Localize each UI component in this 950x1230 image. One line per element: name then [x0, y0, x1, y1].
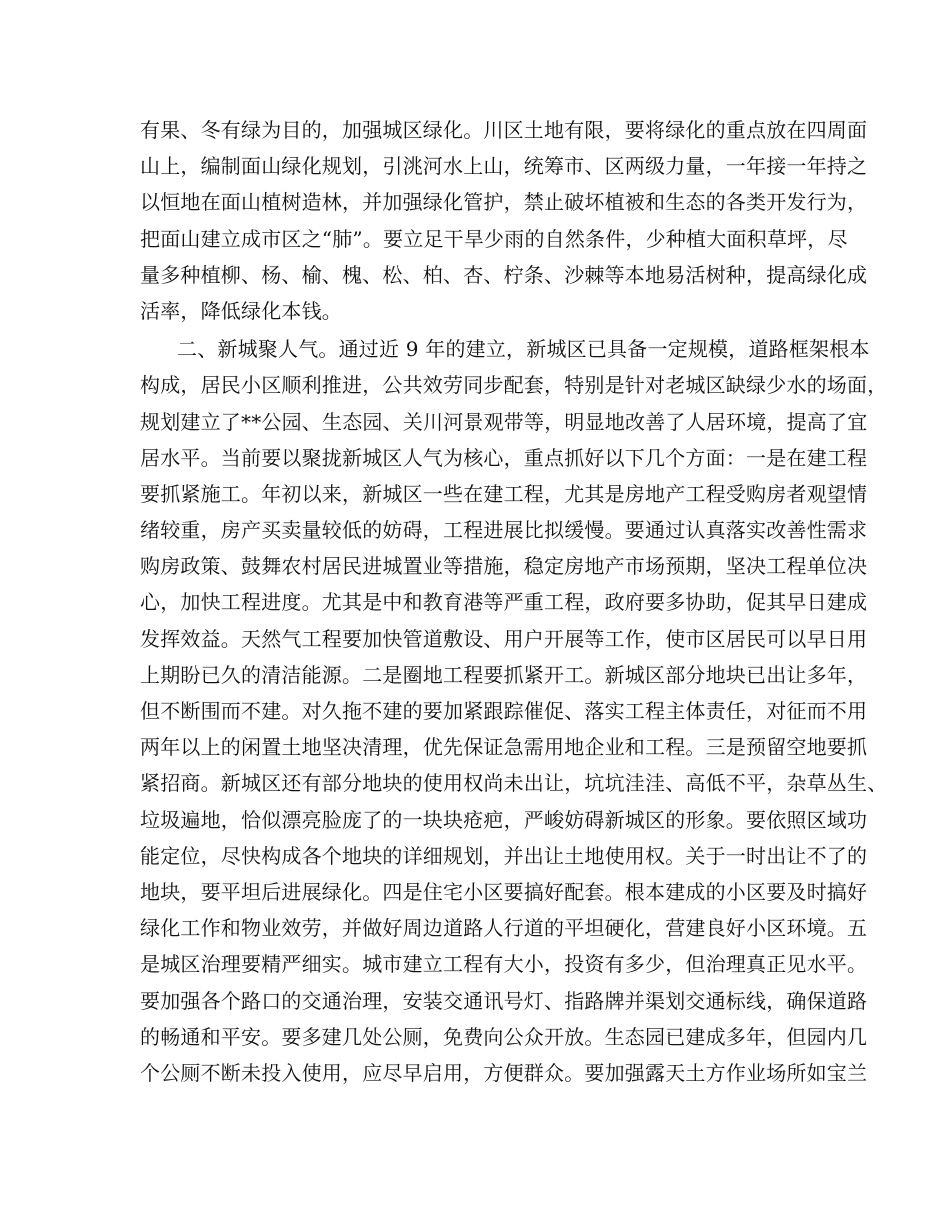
text-line: 有果、冬有绿为目的，加强城区绿化。川区土地有限，要将绿化的重点放在四周面	[140, 118, 868, 142]
text-line: 上期盼已久的清洁能源。二是圈地工程要抓紧开工。新城区部分地块已出让多年，	[140, 662, 868, 687]
text-line: 地块，要平坦后进展绿化。四是住宅小区要搞好配套。根本建成的小区要及时搞好	[140, 879, 868, 904]
text-line: 以恒地在面山植树造林，并加强绿化管护，禁止破坏植被和生态的各类开发行为，	[140, 190, 868, 215]
text-line: 紧招商。新城区还有部分地块的使用权尚未出让，坑坑洼洼、高低不平，杂草丛生、	[140, 771, 888, 796]
text-line: 垃圾遍地，恰似漂亮脸庞了的一块块疮疤，严峻妨碍新城区的形象。要依照区域功	[140, 807, 868, 832]
body-text	[140, 112, 888, 1091]
text-line: 构成，居民小区顺利推进，公共效劳同步配套，特别是针对老城区缺绿少水的场面，	[140, 373, 888, 398]
text-line: 把面山建立成市区之“肺”。要立足干旱少雨的自然条件，少种植大面积草坪，尽	[140, 226, 848, 251]
text-line: 个公厕不断未投入使用，应尽早启用，方便群众。要加强露天土方作业场所如宝兰	[140, 1060, 868, 1085]
text-line: 规划建立了**公园、生态园、关川河景观带等，明显地改善了人居环境，提高了宜	[140, 409, 868, 434]
text-line: 居水平。当前要以聚拢新城区人气为核心，重点抓好以下几个方面：一是在建工程	[140, 445, 868, 470]
text-line: 发挥效益。天然气工程要加快管道敷设、用户开展等工作，使市区居民可以早日用	[140, 626, 868, 651]
text-line: 两年以上的闲置土地坚决清理，优先保证急需用地企业和工程。三是预留空地要抓	[140, 735, 868, 760]
text-line: 能定位，尽快构成各个地块的详细规划，并出让土地使用权。关于一时出让不了的	[140, 843, 868, 868]
text-line: 活率，降低绿化本钱。	[140, 298, 342, 323]
text-line: 购房政策、鼓舞农村居民进城置业等措施，稳定房地产市场预期，坚决工程单位决	[140, 554, 868, 579]
text-line: 绪较重，房产买卖量较低的妨碍，工程进展比拟缓慢。要通过认真落实改善性需求	[140, 518, 868, 543]
text-line: 心，加快工程进度。尤其是中和教育港等严重工程，政府要多协助，促其早日建成	[140, 590, 868, 615]
text-line: 绿化工作和物业效劳，并做好周边道路人行道的平坦硬化，营建良好小区环境。五	[140, 916, 868, 941]
text-line: 要抓紧施工。年初以来，新城区一些在建工程，尤其是房地产工程受购房者观望情	[140, 481, 868, 506]
text-line: 是城区治理要精严细实。城市建立工程有大小，投资有多少，但治理真正见水平。	[140, 952, 868, 977]
text-line: 量多种植柳、杨、榆、槐、松、柏、杏、柠条、沙棘等本地易活树种，提高绿化成	[140, 262, 868, 287]
text-line: 山上，编制面山绿化规划，引洮河水上山，统筹市、区两级力量，一年接一年持之	[140, 154, 868, 179]
text-line: 但不断围而不建。对久拖不建的要加紧跟踪催促、落实工程主体责任，对征而不用	[140, 699, 868, 723]
text-line: 的畅通和平安。要多建几处公厕，免费向公众开放。生态园已建成多年，但园内几	[140, 1024, 868, 1049]
paragraph-start-line: 二、新城聚人气。通过近 9 年的建立，新城区已具备一定规模，道路框架根本	[177, 337, 870, 362]
text-line: 要加强各个路口的交通治理，安装交通讯号灯、指路牌并渠划交通标线，确保道路	[140, 988, 868, 1013]
